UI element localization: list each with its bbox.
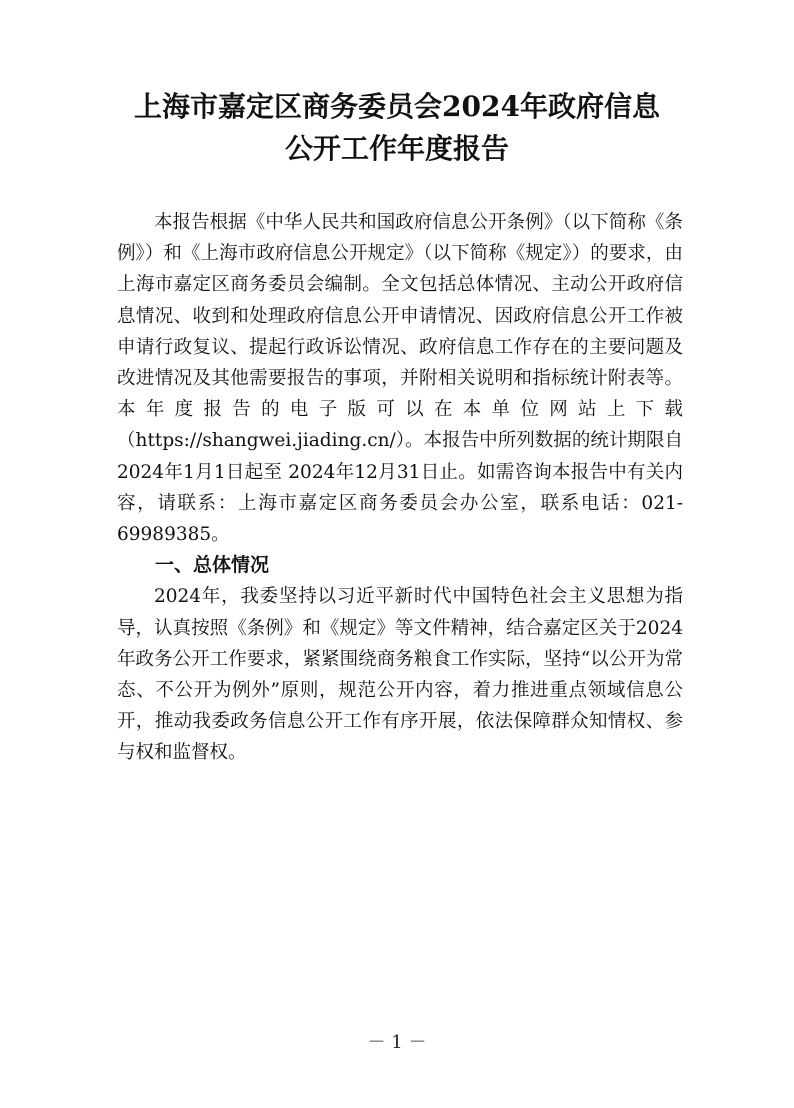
report-title-line-1: 上海市嘉定区商务委员会2024年政府信息 bbox=[134, 90, 660, 123]
intro-paragraph: 本报告根据《中华人民共和国政府信息公开条例》（以下简称《条例》）和《上海市政府信息公开规定》（以下简称《规定》）的要求，由上海市嘉定区商务委员会编制。全文包括总体情况、主动公开政府信息情况、收到和处理政府信息公开申请情况、因政府信息公开工作被申请行政复议、提起行政诉讼情况、政府信息工作存在的主要问题及改进情况及其他需要报告的事项，并附相关说明和指标统计附表等。本年度报告的电子版可以在本单位网站上下载（https://shangwei.jiading.cn/）。本报告中所列数据的统计期限自2024年1月1日起至 2024年12月31日止。如需咨询本报告中有关内容，请联系：上海市嘉定区商务委员会办公室，联系电话：021-69989385。 bbox=[117, 212, 683, 546]
overview-paragraph: 2024年，我委坚持以习近平新时代中国特色社会主义思想为指导，认真按照《条例》和《规定》等文件精神，结合嘉定区关于2024年政务公开工作要求，紧紧围绕商务粮食工作实际，坚持“以公开为常态、不公开为例外”原则，规范公开内容，着力推进重点领域信息公开，推动我委政务信息公开工作有序开展，依法保障群众知情权、参与权和监督权。 bbox=[117, 586, 683, 764]
report-title-line-2: 公开工作年度报告 bbox=[284, 132, 509, 165]
page-number: － 1 － bbox=[367, 1032, 427, 1053]
report-title bbox=[0, 86, 794, 170]
report-body bbox=[117, 207, 683, 769]
section-heading-overview: 一、总体情况 bbox=[155, 554, 270, 577]
